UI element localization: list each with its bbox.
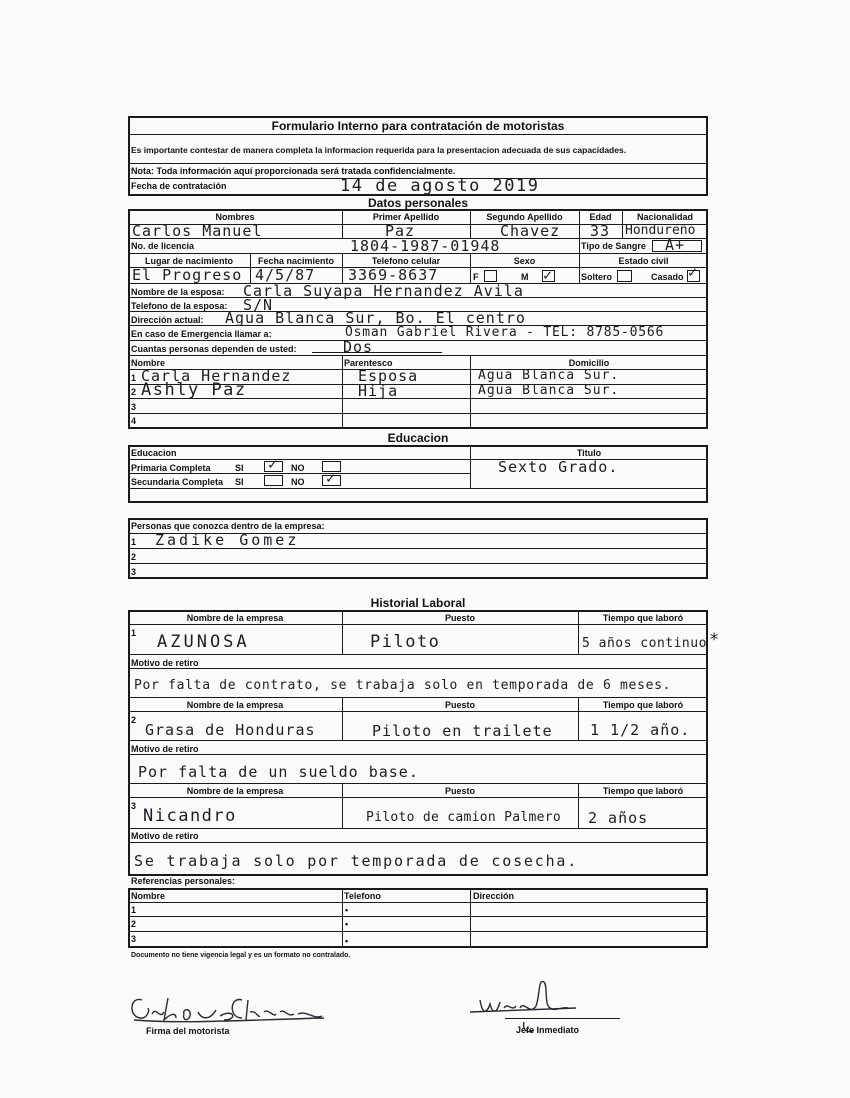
header-primer-apellido: Primer Apellido [372, 212, 440, 222]
header-nacionalidad: Nacionalidad [636, 212, 693, 222]
job-tiempo: 1 1/2 año. [590, 721, 691, 739]
value-tipo-sangre: A+ [665, 236, 686, 254]
dep-row-number: 2 [131, 387, 137, 397]
header-puesto: Puesto [444, 613, 475, 623]
divider [128, 828, 708, 829]
header-puesto: Puesto [444, 700, 475, 710]
header-dep-parentesco: Parentesco [344, 358, 393, 368]
job-number: 1 [131, 628, 137, 638]
known-person-name: Zadike Gomez [155, 531, 300, 549]
divider [128, 916, 708, 917]
label-secundaria-no: NO [291, 477, 305, 487]
dep-nombre: Ashly Paz [141, 380, 247, 400]
label-emergencia: En caso de Emergencia llamar a: [131, 329, 272, 339]
header-tiempo: Tiempo que laboró [602, 613, 684, 623]
header-tiempo: Tiempo que laboró [602, 700, 684, 710]
header-nombres: Nombres [215, 212, 255, 222]
check-mark-primaria-si: ✓ [268, 455, 279, 473]
header-estado-civil: Estado civil [618, 256, 669, 266]
job-empresa: Grasa de Honduras [145, 721, 316, 739]
divider [128, 797, 708, 798]
divider [128, 783, 708, 784]
header-dep-domicilio: Domicilio [568, 358, 610, 368]
label-primaria-no: NO [291, 463, 305, 473]
dep-domicilio: Agua Blanca Sur. [478, 368, 620, 383]
divider [128, 931, 708, 932]
dep-row-number: 3 [131, 402, 137, 412]
ref-row-number: 2 [131, 919, 137, 929]
references-box [128, 888, 708, 948]
label-esposa: Nombre de la esposa: [131, 287, 225, 297]
value-licencia: 1804-1987-01948 [350, 237, 501, 255]
header-empresa: Nombre de la empresa [186, 786, 284, 796]
header-telefono: Telefono celular [371, 256, 441, 266]
divider [128, 754, 708, 755]
disclaimer: Documento no tiene vigencia legal y es un formato no contralado. [131, 952, 351, 959]
divider [128, 697, 708, 698]
known-row-number: 2 [131, 552, 137, 562]
header-ref-nombre: Nombre [131, 891, 166, 901]
job-motivo: Se trabaja solo por temporada de cosecha. [134, 852, 579, 870]
dep-parentesco: Hija [358, 382, 399, 400]
label-secundaria: Secundaria Completa [131, 477, 224, 487]
header-segundo-apellido: Segundo Apellido [486, 212, 563, 222]
label-casado: Casado [651, 272, 684, 282]
ref-tel-mark: • [345, 905, 349, 915]
value-emergencia: Osman Gabriel Rivera - TEL: 8785-0566 [345, 325, 665, 340]
job-motivo: Por falta de un sueldo base. [138, 763, 419, 781]
job-tiempo: 5 años continuo [582, 636, 707, 651]
header-known-people: Personas que conozca dentro de la empresa: [131, 521, 325, 531]
value-titulo: Sexto Grado. [498, 458, 619, 476]
job-number: 2 [131, 715, 137, 725]
header-ref-direccion: Dirección [473, 891, 515, 901]
job-puesto: Piloto de camion Palmero [366, 810, 562, 825]
divider [128, 668, 708, 669]
header-fecha-nacimiento: Fecha nacimiento [257, 256, 335, 266]
job-puesto: Piloto [370, 632, 441, 652]
value-fecha-nacimiento: 4/5/87 [255, 266, 316, 284]
dep-domicilio: Agua Blanca Sur. [478, 383, 620, 398]
divider [128, 624, 708, 625]
value-direccion: Agua Blanca Sur, Bo. El centro [225, 309, 526, 327]
checkbox-soltero[interactable] [617, 270, 632, 282]
divider [128, 902, 708, 903]
jefe-inmediato-label: Jefe Inmediato [516, 1025, 580, 1035]
checkbox-secundaria-si[interactable] [264, 475, 283, 486]
hire-date-value: 14 de agosto 2019 [340, 176, 540, 196]
value-primer-apellido: Paz [385, 222, 416, 240]
job-puesto: Piloto en trailete [372, 722, 553, 740]
header-lugar-nacimiento: Lugar de nacimiento [144, 256, 233, 266]
divider [128, 654, 708, 655]
firma-motorista-label: Firma del motorista [146, 1026, 230, 1036]
value-dependientes: Dos [343, 338, 374, 356]
divider [128, 740, 708, 741]
job-number: 3 [131, 801, 137, 811]
signature-motorista [124, 990, 334, 1030]
value-segundo-apellido: Chavez [500, 222, 561, 240]
label-primaria-si: SI [235, 463, 244, 473]
value-lugar-nacimiento: El Progreso [132, 266, 243, 284]
divider [128, 355, 708, 356]
divider [128, 842, 708, 843]
divider [128, 459, 708, 460]
header-references: Referencias personales: [131, 876, 236, 886]
value-tel-esposa: S/N [243, 296, 274, 314]
label-licencia: No. de licencia [131, 241, 195, 251]
label-sexo-f: F [473, 272, 479, 282]
label-secundaria-si: SI [235, 477, 244, 487]
dep-nombre: Carla Hernandez [141, 367, 292, 385]
confidential-note: Nota: Toda información aquí proporcionada será tratada confidencialmente. [131, 166, 456, 176]
form-title: Formulario Interno para contratación de motoristas [271, 119, 565, 133]
form-intro: Es importante contestar de manera completa la informacion requerida para la presentacion adecuada de sus capacidades. [131, 145, 627, 155]
job-extra-mark: * [709, 630, 721, 650]
label-dependientes: Cuantas personas dependen de usted: [131, 344, 297, 354]
divider [128, 563, 708, 564]
label-motivo-retiro: Motivo de retiro [131, 831, 199, 841]
known-row-number: 1 [131, 537, 137, 547]
label-motivo-retiro: Motivo de retiro [131, 658, 199, 668]
label-tipo-sangre: Tipo de Sangre [581, 241, 646, 251]
ref-tel-mark: • [345, 919, 349, 929]
dep-row-number: 4 [131, 416, 137, 426]
job-motivo: Por falta de contrato, se trabaja solo en temporada de 6 meses. [134, 678, 672, 693]
value-edad: 33 [590, 222, 611, 240]
section-datos-personales: Datos personales [367, 196, 469, 210]
hire-date-label: Fecha de contratación [131, 181, 227, 191]
header-educacion: Educacion [131, 448, 177, 458]
header-edad: Edad [589, 212, 612, 222]
dep-parentesco: Esposa [358, 367, 419, 385]
header-ref-telefono: Telefono [344, 891, 381, 901]
value-nacionalidad: Hondureño [625, 223, 696, 238]
known-row-number: 3 [131, 567, 137, 577]
job-empresa: AZUNOSA [157, 632, 250, 652]
col-line [470, 888, 471, 948]
divider [128, 488, 708, 489]
ref-row-number: 1 [131, 905, 137, 915]
col-line [342, 355, 343, 429]
col-line [342, 888, 343, 948]
ref-tel-mark: • [345, 936, 349, 946]
label-direccion: Dirección actual: [131, 315, 204, 325]
checkbox-sexo-f[interactable] [484, 270, 497, 282]
header-tiempo: Tiempo que laboró [602, 786, 684, 796]
label-motivo-retiro: Motivo de retiro [131, 744, 199, 754]
dep-row-number: 1 [131, 373, 137, 383]
underline-dependientes [312, 352, 442, 353]
label-soltero: Soltero [581, 272, 613, 282]
header-empresa: Nombre de la empresa [186, 700, 284, 710]
divider [128, 711, 708, 712]
job-tiempo: 2 años [588, 809, 649, 827]
check-mark-secundaria-no: ✓ [326, 469, 337, 487]
value-nombres: Carlos Manuel [132, 222, 263, 240]
job-empresa: Nicandro [143, 806, 237, 826]
section-historial-laboral: Historial Laboral [370, 596, 466, 610]
divider [128, 413, 708, 414]
ref-row-number: 3 [131, 934, 137, 944]
value-telefono: 3369-8637 [348, 266, 439, 284]
label-primaria: Primaria Completa [131, 463, 211, 473]
label-sexo-m: M [521, 272, 529, 282]
label-tel-esposa: Telefono de la esposa: [131, 301, 228, 311]
check-mark-casado: ✓ [688, 263, 699, 281]
divider [128, 134, 708, 135]
check-mark-sexo-m: ✓ [543, 266, 554, 284]
section-educacion: Educacion [387, 431, 449, 445]
header-dep-nombre: Nombre [131, 358, 166, 368]
value-esposa: Carla Suyapa Hernandez Avila [243, 282, 524, 300]
header-puesto: Puesto [444, 786, 475, 796]
divider [128, 163, 708, 164]
header-empresa: Nombre de la empresa [186, 613, 284, 623]
header-sexo: Sexo [513, 256, 536, 266]
header-titulo: Titulo [576, 448, 602, 458]
